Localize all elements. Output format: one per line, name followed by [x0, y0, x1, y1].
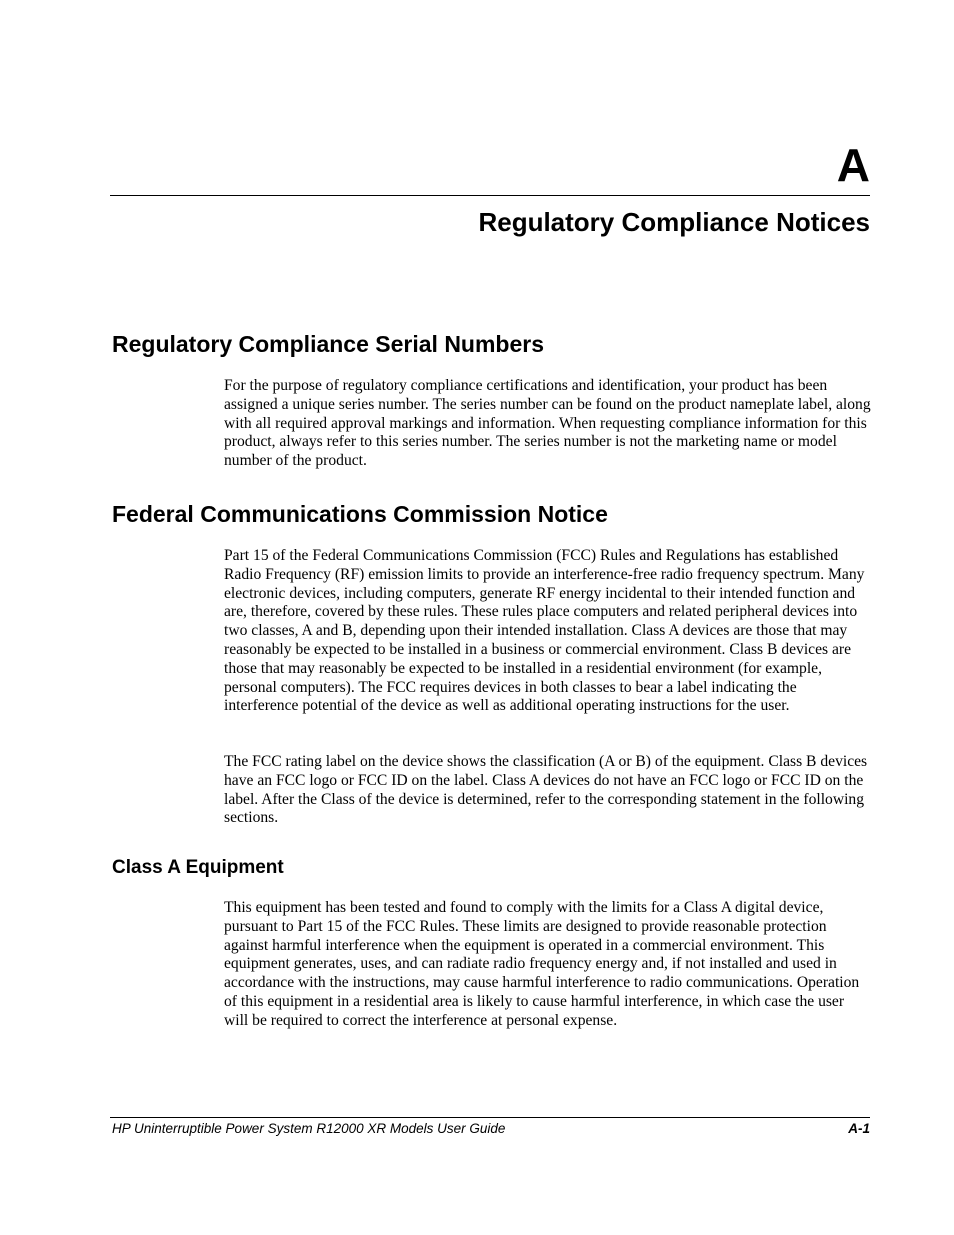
paragraph-fcc-notice-1: Part 15 of the Federal Communications Commission (FCC) Rules and Regulations has established Radio Frequency (RF) emission limits to provide an interference-free radio frequency spectrum. Many electronic devices, including computers, generate RF energy incidental to their intended function and are, therefore, covered by these rules. These rules place computers and related peripheral devices into two classes, A and B, depending upon their intended installation. Class A devices are those that may reasonably be expected to be installed in a business or commercial environment. Class B devices are those that may reasonably be expected to be installed in a residential environment (for example, personal computers). The FCC requires devices in both classes to bear a label indicating the interference potential of the device as well as additional operating instructions for the user. — [224, 547, 865, 715]
paragraph-serial-numbers: For the purpose of regulatory compliance certifications and identification, your product has been assigned a unique series number. The series number can be found on the product nameplate label, along with all required approval markings and information. When requesting compliance information for this product, always refer to this series number. The series number is not the marketing name or model number of the product. — [224, 377, 871, 470]
footer-page-number: A-1 — [848, 1121, 870, 1136]
paragraph-fcc-notice-2: The FCC rating label on the device shows the classification (A or B) of the equipment. Class B devices have an FCC logo or FCC ID on the label. Class A devices do not have an FCC logo or FCC ID on the label. After the Class of the device is determined, refer to the corresponding statement in the following sections. — [224, 753, 868, 827]
chapter-title: Regulatory Compliance Notices — [478, 207, 870, 237]
heading-fcc-notice: Federal Communications Commission Notice — [112, 501, 608, 527]
chapter-letter: A — [836, 139, 870, 191]
paragraph-class-a-equipment: This equipment has been tested and found to comply with the limits for a Class A digital device, pursuant to Part 15 of the FCC Rules. These limits are designed to provide reasonable protection against harmful interference when the equipment is operated in a commercial environment. This equipment generates, uses, and can radiate radio frequency energy and, if not installed and used in accordance with the instructions, may cause harmful interference to radio communications. Operation of this equipment in a residential area is likely to cause harmful interference, in which case the user will be required to correct the interference at personal expense. — [224, 899, 860, 1029]
heading-serial-numbers: Regulatory Compliance Serial Numbers — [112, 331, 545, 357]
footer-divider — [110, 1117, 870, 1118]
chapter-divider — [110, 195, 870, 196]
footer-guide-title: HP Uninterruptible Power System R12000 XR Models User Guide — [112, 1121, 506, 1136]
heading-class-a-equipment: Class A Equipment — [112, 857, 284, 878]
